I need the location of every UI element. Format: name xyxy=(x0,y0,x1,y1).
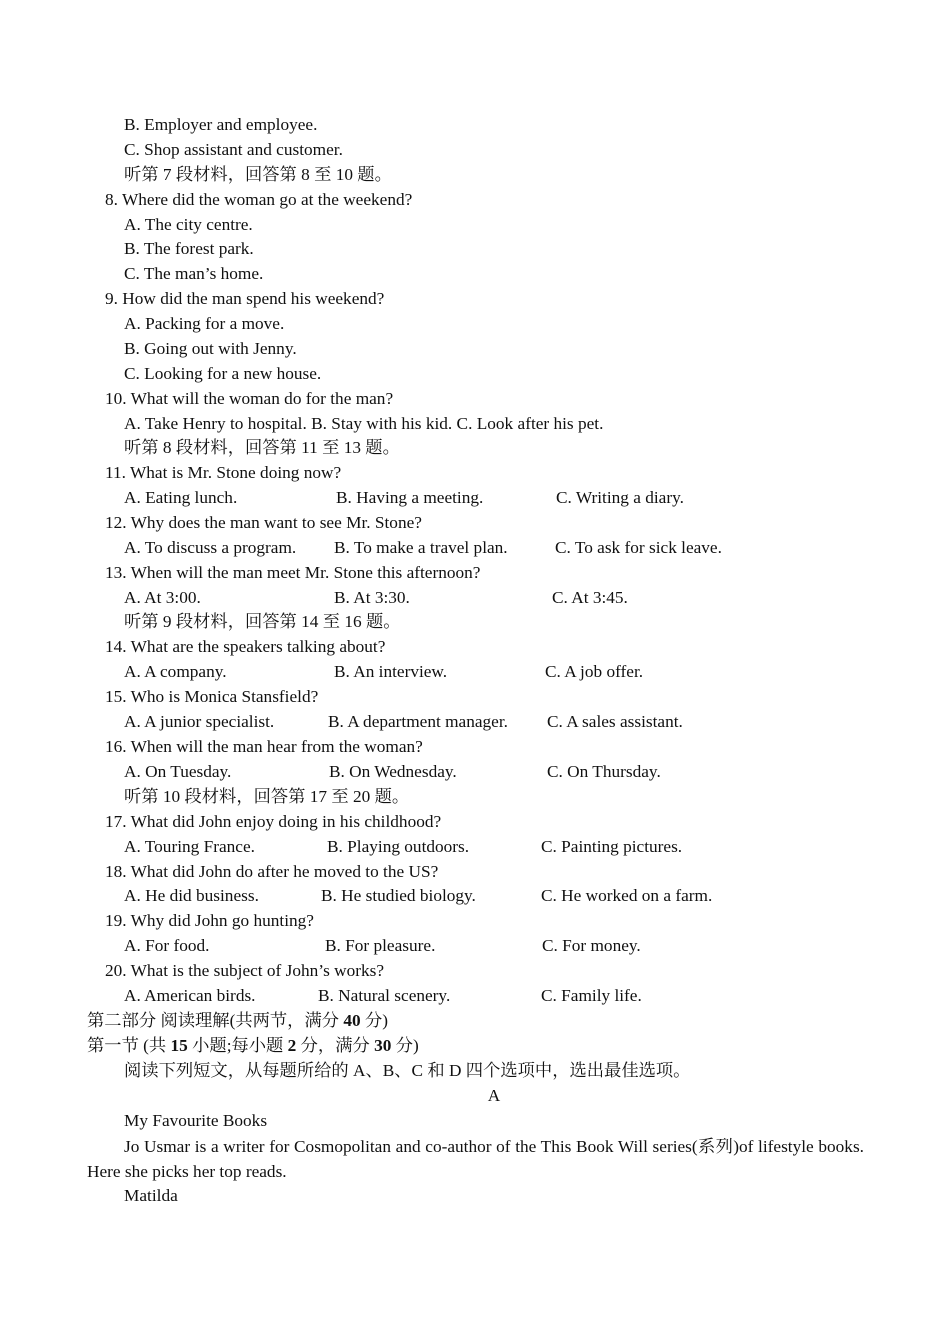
q8-option-c: C. The man’s home. xyxy=(124,264,264,283)
passage-title: My Favourite Books xyxy=(124,1111,268,1130)
question-11: 11. What is Mr. Stone doing now? xyxy=(105,463,342,482)
q17-option-b: B. Playing outdoors. xyxy=(327,837,470,856)
section-9-instruction: 听第 9 段材料，回答第 14 至 16 题。 xyxy=(124,612,401,631)
q8-option-a: A. The city centre. xyxy=(124,215,253,234)
q20-option-c: C. Family life. xyxy=(541,986,642,1005)
passage-label: A xyxy=(487,1086,501,1105)
book-title-matilda: Matilda xyxy=(124,1186,178,1205)
q10-options: A. Take Henry to hospital. B. Stay with his kid. C. Look after his pet. xyxy=(124,414,604,433)
q12-option-b: B. To make a travel plan. xyxy=(334,538,508,557)
q11-option-b: B. Having a meeting. xyxy=(336,488,484,507)
question-18: 18. What did John do after he moved to the US? xyxy=(105,862,439,881)
q12-option-c: C. To ask for sick leave. xyxy=(555,538,722,557)
section-1-count: 15 xyxy=(170,1036,188,1055)
q15-option-c: C. A sales assistant. xyxy=(547,712,683,731)
part-2-total-score: 40 xyxy=(343,1011,361,1030)
q13-option-b: B. At 3:30. xyxy=(334,588,410,607)
q16-option-c: C. On Thursday. xyxy=(547,762,661,781)
section-1-text-c: 分，满分 xyxy=(296,1036,375,1055)
question-12: 12. Why does the man want to see Mr. Stone? xyxy=(105,513,422,532)
q9-option-b: B. Going out with Jenny. xyxy=(124,339,297,358)
q17-option-c: C. Painting pictures. xyxy=(541,837,683,856)
q18-option-a: A. He did business. xyxy=(124,886,259,905)
q18-option-c: C. He worked on a farm. xyxy=(541,886,713,905)
section-10-instruction: 听第 10 段材料，回答第 17 至 20 题。 xyxy=(124,787,410,806)
q19-option-c: C. For money. xyxy=(542,936,641,955)
q19-option-a: A. For food. xyxy=(124,936,210,955)
q15-option-a: A. A junior specialist. xyxy=(124,712,275,731)
q7-option-c: C. Shop assistant and customer. xyxy=(124,140,343,159)
q11-option-a: A. Eating lunch. xyxy=(124,488,238,507)
passage-intro: Jo Usmar is a writer for Cosmopolitan and co-author of the This Book Will series(系列)of lifestyle books. Here she picks her top reads. xyxy=(87,1137,864,1181)
q16-option-a: A. On Tuesday. xyxy=(124,762,232,781)
q17-option-a: A. Touring France. xyxy=(124,837,255,856)
question-14: 14. What are the speakers talking about? xyxy=(105,637,386,656)
q14-option-c: C. A job offer. xyxy=(545,662,644,681)
q13-option-a: A. At 3:00. xyxy=(124,588,201,607)
section-1-heading xyxy=(87,1034,419,1058)
question-20: 20. What is the subject of John’s works? xyxy=(105,961,385,980)
q9-option-a: A. Packing for a move. xyxy=(124,314,285,333)
q15-option-b: B. A department manager. xyxy=(328,712,508,731)
q20-option-b: B. Natural scenery. xyxy=(318,986,451,1005)
q14-option-b: B. An interview. xyxy=(334,662,448,681)
part-2-heading xyxy=(87,1009,388,1033)
question-19: 19. Why did John go hunting? xyxy=(105,911,314,930)
question-15: 15. Who is Monica Stansfield? xyxy=(105,687,319,706)
question-17: 17. What did John enjoy doing in his childhood? xyxy=(105,812,442,831)
q20-option-a: A. American birds. xyxy=(124,986,256,1005)
reading-instruction: 阅读下列短文，从每题所给的 A、B、C 和 D 四个选项中，选出最佳选项。 xyxy=(124,1061,691,1080)
part-2-heading-text: 第二部分 阅读理解(共两节，满分 xyxy=(87,1011,344,1030)
question-13: 13. When will the man meet Mr. Stone this afternoon? xyxy=(105,563,481,582)
q12-option-a: A. To discuss a program. xyxy=(124,538,297,557)
section-1-text-b: 小题;每小题 xyxy=(187,1036,288,1055)
q18-option-b: B. He studied biology. xyxy=(321,886,476,905)
question-16: 16. When will the man hear from the woman? xyxy=(105,737,423,756)
q19-option-b: B. For pleasure. xyxy=(325,936,436,955)
q11-option-c: C. Writing a diary. xyxy=(556,488,684,507)
q13-option-c: C. At 3:45. xyxy=(552,588,628,607)
part-2-heading-end: 分) xyxy=(360,1011,388,1030)
question-8: 8. Where did the woman go at the weekend? xyxy=(105,190,413,209)
q8-option-b: B. The forest park. xyxy=(124,239,254,258)
q7-option-b: B. Employer and employee. xyxy=(124,115,318,134)
section-1-total: 30 xyxy=(374,1036,392,1055)
q16-option-b: B. On Wednesday. xyxy=(329,762,457,781)
section-8-instruction: 听第 8 段材料，回答第 11 至 13 题。 xyxy=(124,438,400,457)
q14-option-a: A. A company. xyxy=(124,662,227,681)
question-9: 9. How did the man spend his weekend? xyxy=(105,289,385,308)
section-1-text-a: 第一节 (共 xyxy=(87,1036,171,1055)
q9-option-c: C. Looking for a new house. xyxy=(124,364,322,383)
section-1-per-question: 2 xyxy=(287,1036,297,1055)
section-1-text-d: 分) xyxy=(391,1036,419,1055)
section-7-instruction: 听第 7 段材料，回答第 8 至 10 题。 xyxy=(124,165,392,184)
question-10: 10. What will the woman do for the man? xyxy=(105,389,394,408)
